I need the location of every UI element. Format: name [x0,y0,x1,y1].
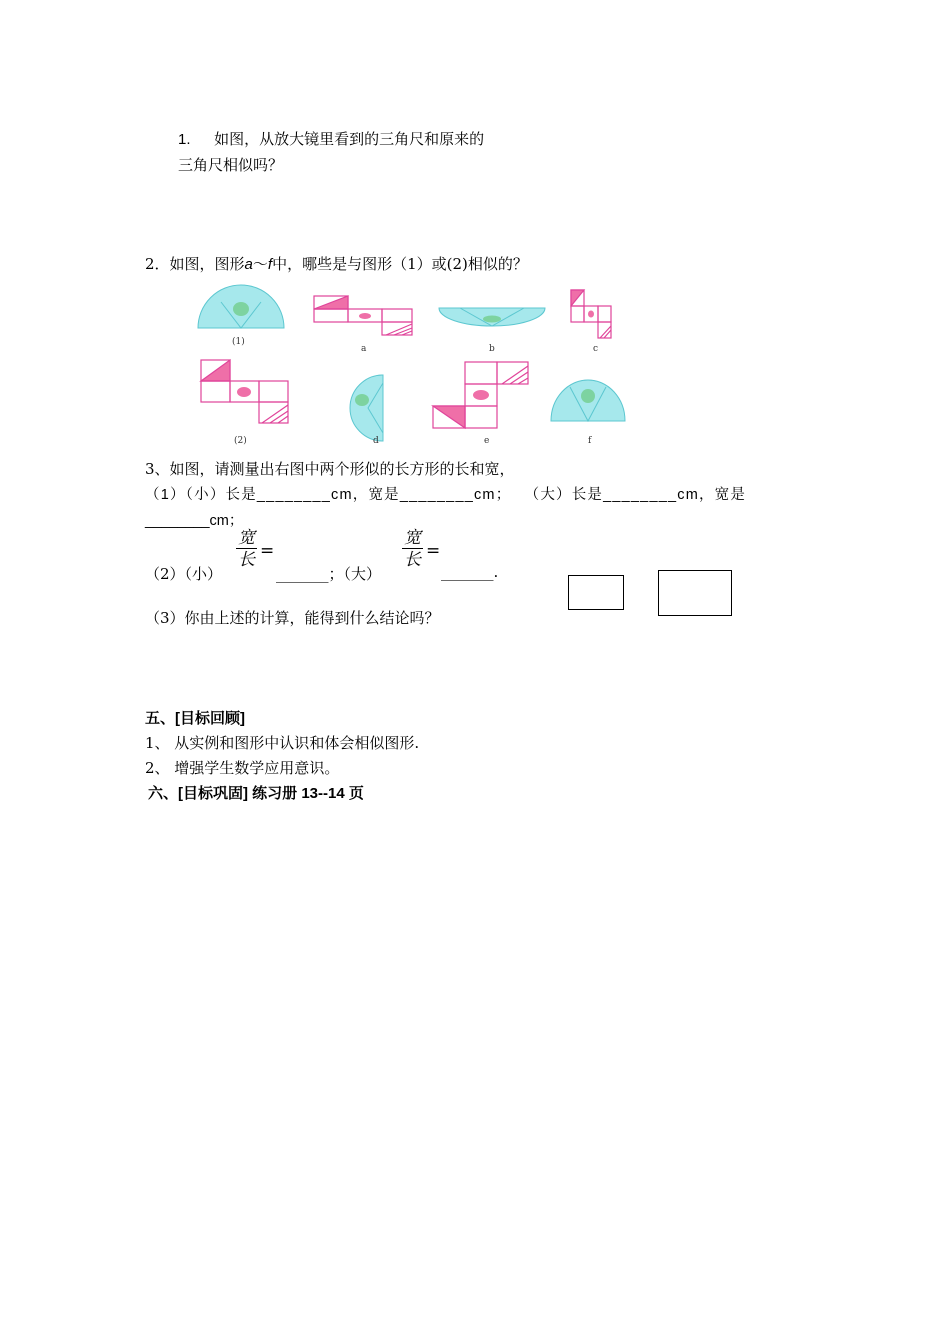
q2-var-f: f [267,256,273,273]
shape-a-strip [314,296,412,335]
q1-text: 如图，从放大镜里看到的三角尺和原来的 [214,130,485,148]
q3-intro: 3、如图，请测量出右图中两个形似的长方形的长和宽， [145,460,515,478]
shape-e-strip [433,362,528,428]
shape-b-flat-semicircle [439,308,545,326]
q3-part1-cont: ________cm； [145,513,244,529]
section-5-title: 五、[目标回顾] [145,710,245,727]
q3-part1: （1）（小）长是________cm，宽是________cm； （大）长是________cm，宽是 [145,487,747,503]
large-rectangle [658,570,732,616]
caption-1: (1) [232,337,245,347]
equals-sign: = [260,541,275,561]
shape-1-semicircle [198,285,284,328]
caption-e: e [484,436,490,446]
q1-number: 1. [178,131,191,148]
q2-suffix: 中，哪些是与图形（1）或(2)相似的？ [272,255,528,273]
fraction-denominator: 长 [404,550,421,570]
caption-d: d [373,436,379,446]
caption-b: b [489,344,495,354]
section-5-item2: 2、 增强学生数学应用意识。 [145,759,340,777]
equals-sign: = [426,541,441,561]
fraction-denominator: 长 [238,550,255,570]
shape-f-semicircle [551,380,625,421]
q2-text [145,253,528,274]
q1-line2: 三角尺相似吗？ [178,156,284,174]
q2-prefix: 2．如图，图形 [145,255,245,273]
fraction-small [236,528,257,571]
fraction-numerator: 宽 [238,528,255,548]
q1-line1 [178,128,484,149]
caption-c: c [593,344,599,354]
small-rectangle [568,575,624,610]
caption-a: a [361,344,367,354]
fraction-big [402,528,423,571]
shape-2-strip [201,360,288,423]
shape-d-half-disc [350,375,383,441]
section-6-title: 六、[目标巩固] 练习册 13--14 页 [148,785,364,802]
q2-tilde: ～ [252,255,268,273]
shape-c-small [571,290,611,338]
fraction-numerator: 宽 [404,528,421,548]
similar-shapes-figure [190,282,640,452]
caption-2: (2) [234,436,247,446]
q3-blank-small: _______；（大） [276,565,382,583]
q3-blank-big: _______. [441,563,499,581]
q3-part2-label: （2）（小） [145,565,223,583]
q3-part3: （3）你由上述的计算，能得到什么结论吗？ [145,609,440,627]
q2-var-a: a [244,256,253,273]
section-5-item1: 1、 从实例和图形中认识和体会相似图形. [145,734,420,752]
caption-f: f [588,436,592,446]
